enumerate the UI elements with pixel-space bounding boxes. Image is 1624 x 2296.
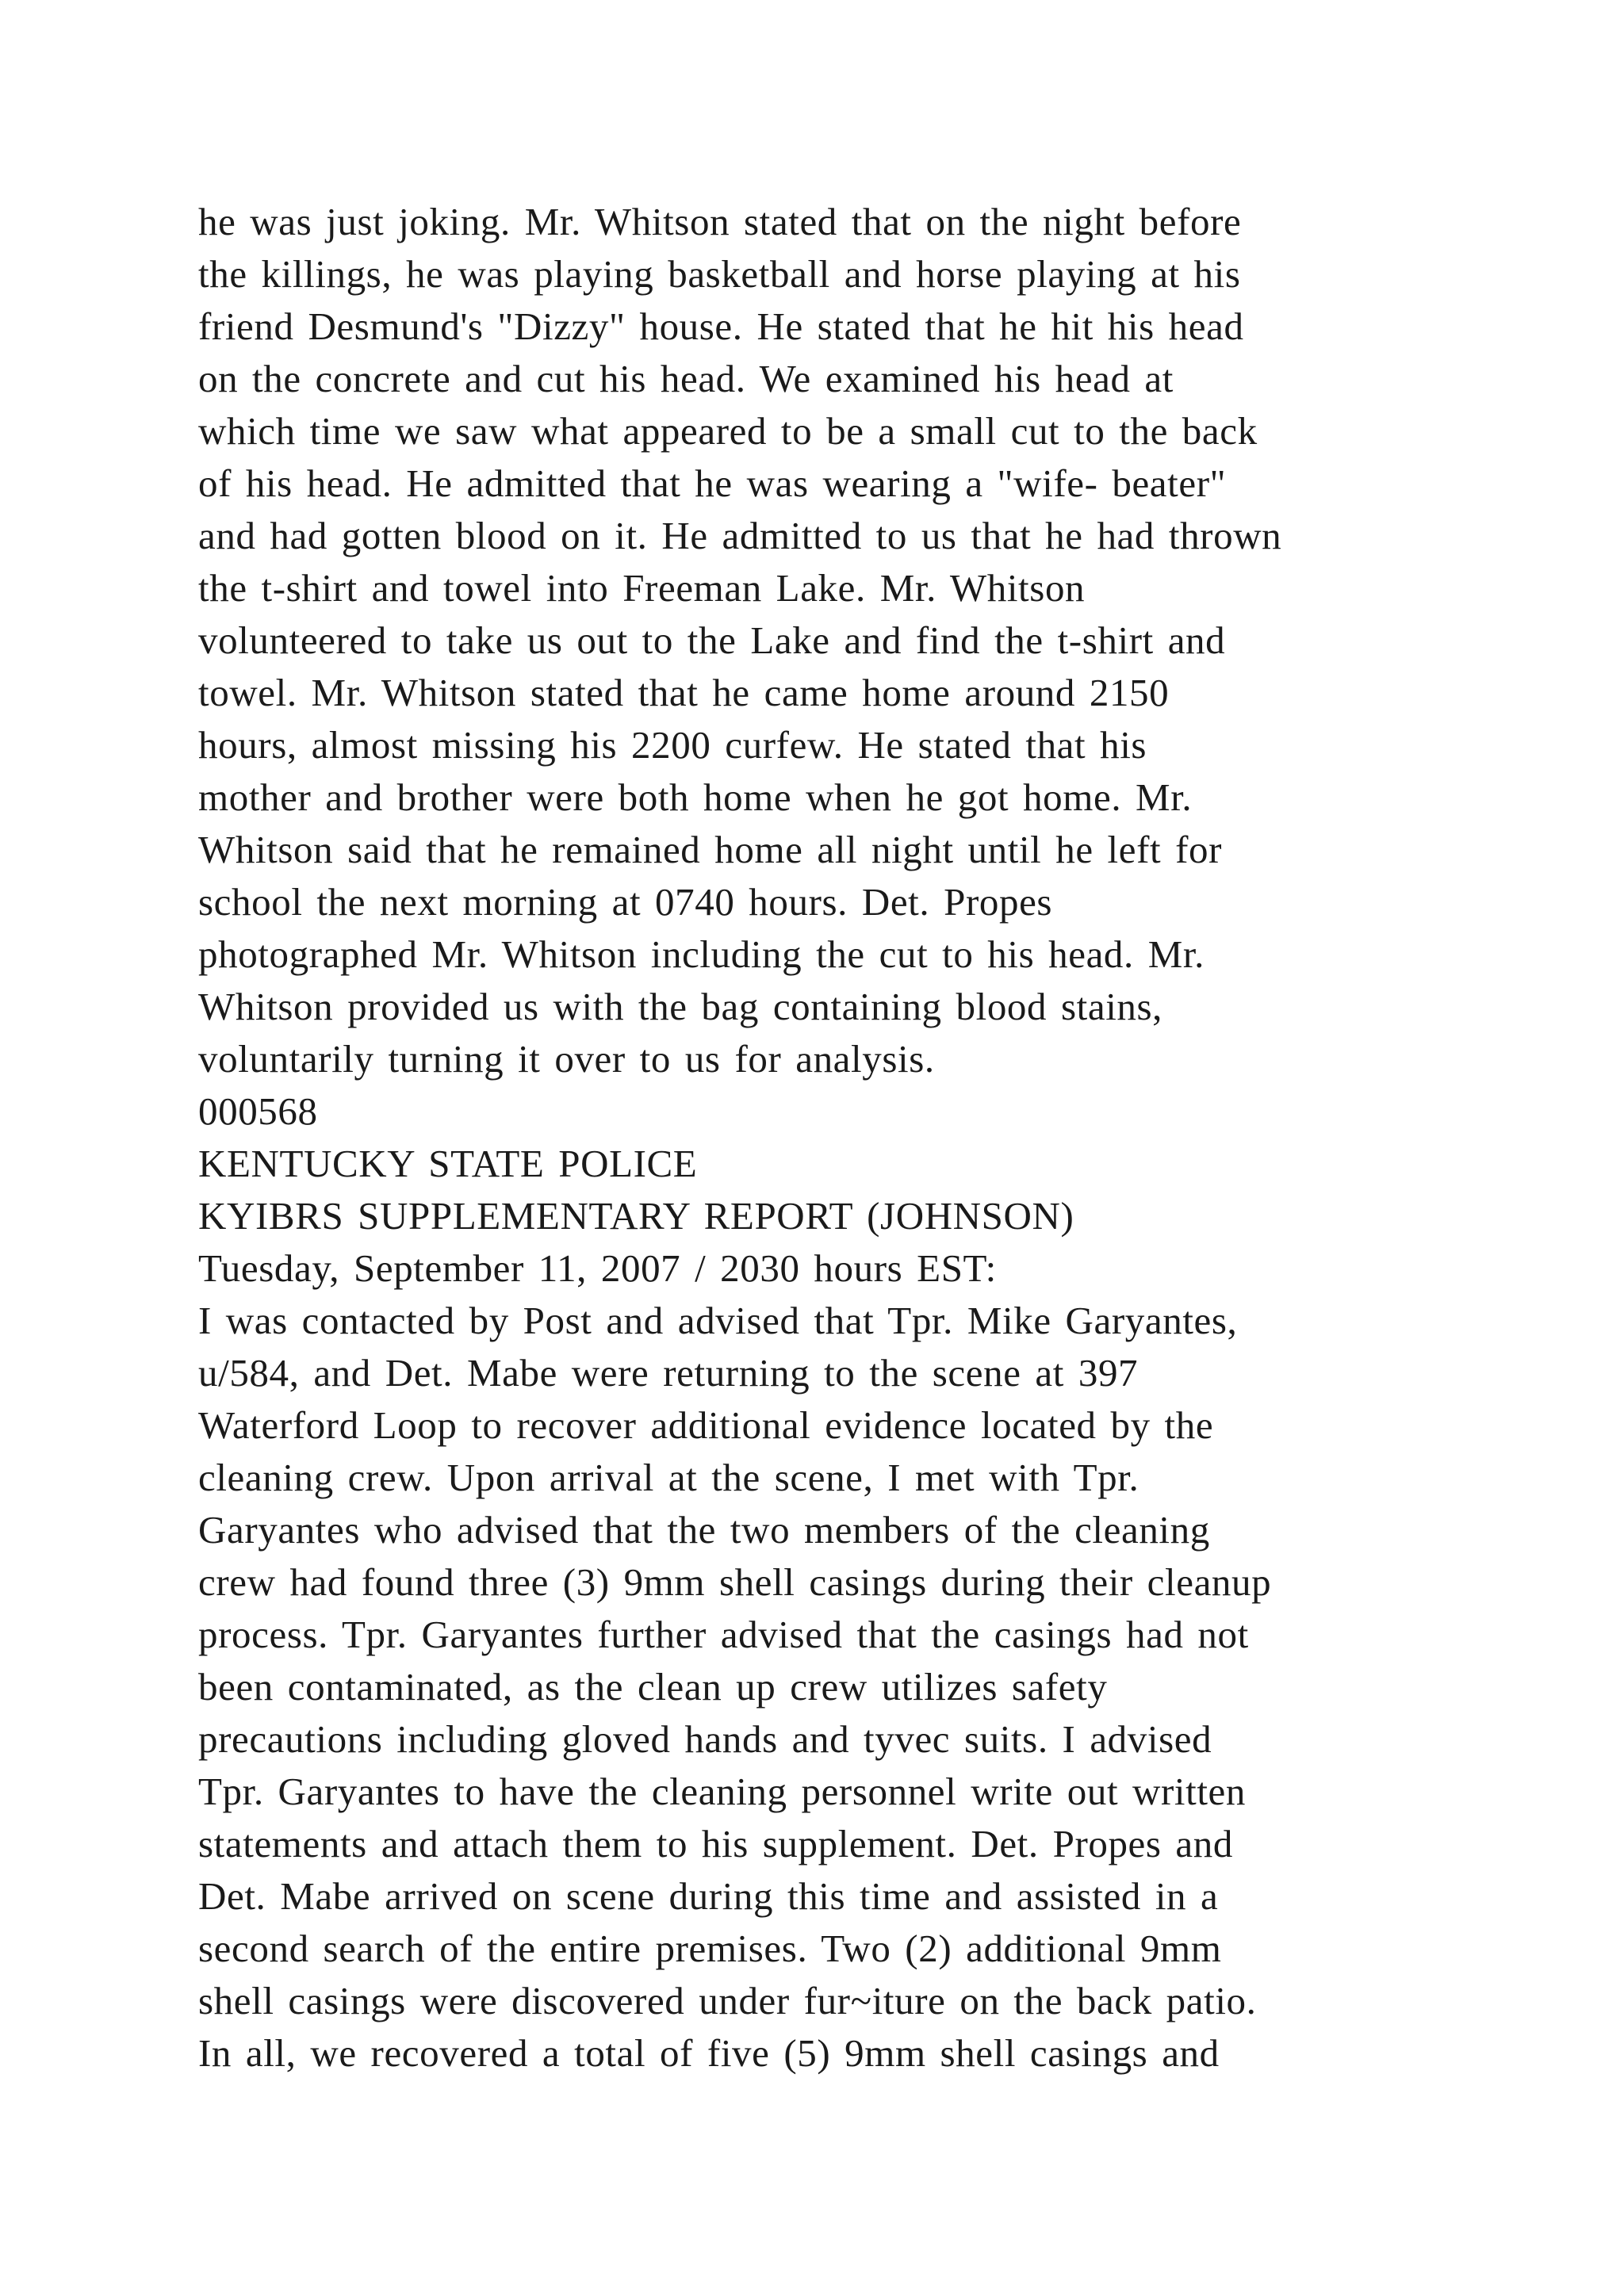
text-line: friend Desmund's "Dizzy" house. He stated that he hit his head <box>198 304 1244 348</box>
text-line: of his head. He admitted that he was wearing a "wife- beater" <box>198 461 1227 505</box>
text-line: Det. Mabe arrived on scene during this time and assisted in a <box>198 1874 1219 1918</box>
text-line: crew had found three (3) 9mm shell casings during their cleanup <box>198 1560 1272 1604</box>
report-date-line: Tuesday, September 11, 2007 / 2030 hours EST: <box>198 1246 997 1290</box>
text-line: Waterford Loop to recover additional evidence located by the <box>198 1403 1214 1447</box>
text-line: u/584, and Det. Mabe were returning to the scene at 397 <box>198 1351 1139 1395</box>
text-line: voluntarily turning it over to us for analysis. <box>198 1037 935 1081</box>
text-line: statements and attach them to his supplement. Det. Propes and <box>198 1822 1233 1866</box>
report-title: KYIBRS SUPPLEMENTARY REPORT (JOHNSON) <box>198 1194 1074 1238</box>
text-line: Tpr. Garyantes to have the cleaning personnel write out written <box>198 1770 1247 1813</box>
page-number: 000568 <box>198 1089 318 1133</box>
report-text <box>198 196 1499 2080</box>
text-line: precautions including gloved hands and tyvec suits. I advised <box>198 1717 1212 1761</box>
text-line: cleaning crew. Upon arrival at the scene, I met with Tpr. <box>198 1456 1139 1499</box>
text-line: and had gotten blood on it. He admitted to us that he had thrown <box>198 514 1282 557</box>
text-line: second search of the entire premises. Two (2) additional 9mm <box>198 1927 1222 1970</box>
text-line: he was just joking. Mr. Whitson stated that on the night before <box>198 200 1242 243</box>
text-line: process. Tpr. Garyantes further advised that the casings had not <box>198 1613 1249 1656</box>
text-line: In all, we recovered a total of five (5) 9mm shell casings and <box>198 2031 1220 2075</box>
text-line: photographed Mr. Whitson including the cut to his head. Mr. <box>198 932 1205 976</box>
text-line: towel. Mr. Whitson stated that he came home around 2150 <box>198 671 1170 714</box>
text-line: Whitson provided us with the bag containing blood stains, <box>198 985 1163 1028</box>
agency-heading: KENTUCKY STATE POLICE <box>198 1142 698 1185</box>
text-line: Garyantes who advised that the two members of the cleaning <box>198 1508 1210 1552</box>
text-line: mother and brother were both home when he got home. Mr. <box>198 775 1193 819</box>
text-line: on the concrete and cut his head. We examined his head at <box>198 357 1174 400</box>
text-line: hours, almost missing his 2200 curfew. He stated that his <box>198 723 1147 767</box>
text-line: school the next morning at 0740 hours. Det. Propes <box>198 880 1053 924</box>
text-line: volunteered to take us out to the Lake and find the t-shirt and <box>198 618 1226 662</box>
text-line: the t-shirt and towel into Freeman Lake. Mr. Whitson <box>198 566 1086 610</box>
text-line: shell casings were discovered under fur~iture on the back patio. <box>198 1979 1257 2022</box>
text-line: I was contacted by Post and advised that Tpr. Mike Garyantes, <box>198 1299 1238 1342</box>
text-line: been contaminated, as the clean up crew utilizes safety <box>198 1665 1108 1709</box>
text-line: the killings, he was playing basketball and horse playing at his <box>198 252 1241 296</box>
text-line: which time we saw what appeared to be a small cut to the back <box>198 409 1258 453</box>
text-line: Whitson said that he remained home all night until he left for <box>198 828 1223 871</box>
